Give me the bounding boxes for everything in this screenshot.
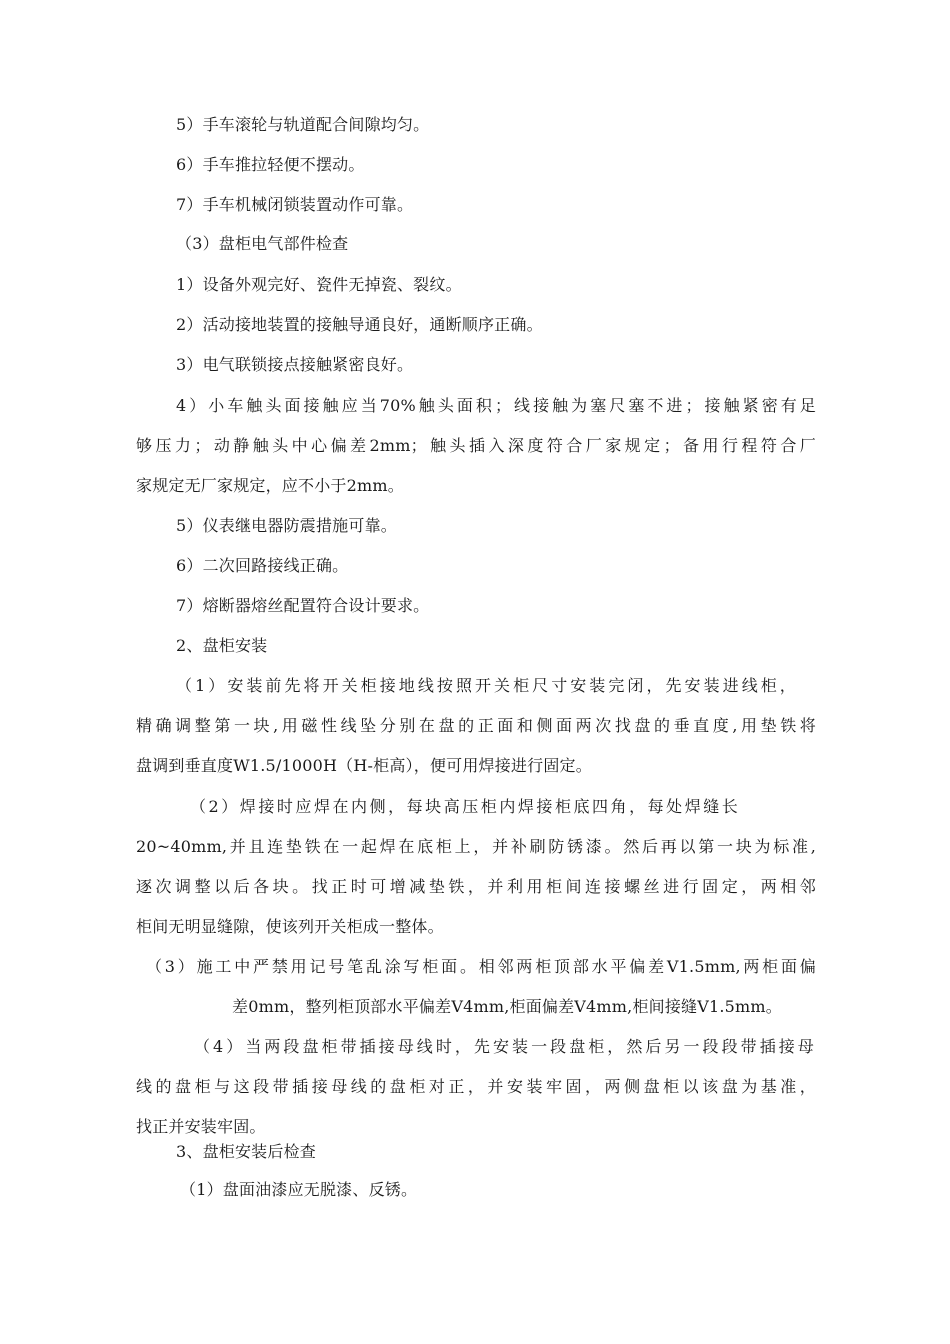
text-line: 找正并安装牢固。: [136, 1117, 266, 1136]
text-line: 5）手车滚轮与轨道配合间隙均匀。: [176, 115, 430, 134]
text-line: 1）设备外观完好、瓷件无掉瓷、裂纹。: [176, 275, 462, 294]
text-line: 7）熔断器熔丝配置符合设计要求。: [176, 596, 430, 615]
text-line: 7）手车机械闭锁装置动作可靠。: [176, 195, 414, 214]
text-line: 线的盘柜与这段带插接母线的盘柜对正，并安装牢固，两侧盘柜以该盘为基准，: [136, 1077, 816, 1096]
text-line: 4）小车触头面接触应当70%触头面积；线接触为塞尺塞不进；接触紧密有足: [176, 396, 816, 415]
text-line: 精确调整第一块,用磁性线坠分别在盘的正面和侧面两次找盘的垂直度,用垫铁将: [136, 716, 816, 735]
text-line: （3）施工中严禁用记号笔乱涂写柜面。相邻两柜顶部水平偏差V1.5mm,两柜面偏: [146, 957, 816, 976]
text-line: （4）当两段盘柜带插接母线时，先安装一段盘柜，然后另一段段带插接母: [194, 1037, 814, 1056]
text-line: 6）手车推拉轻便不摆动。: [176, 155, 365, 174]
text-line: 家规定无厂家规定，应不小于2mm。: [136, 476, 404, 495]
text-line: 逐次调整以后各块。找正时可增减垫铁，并利用柜间连接螺丝进行固定，两相邻: [136, 877, 816, 896]
text-line: 盘调到垂直度W1.5/1000H（H-柜高），便可用焊接进行固定。: [136, 756, 592, 775]
text-line: （1）盘面油漆应无脱漆、反锈。: [180, 1180, 418, 1199]
text-line: 20~40mm,并且连垫铁在一起焊在底柜上，并补刷防锈漆。然后再以第一块为标准,: [136, 837, 816, 856]
text-line: 2）活动接地装置的接触导通良好，通断顺序正确。: [176, 315, 543, 334]
section-heading: 3、盘柜安装后检查: [176, 1142, 316, 1161]
section-heading: 2、盘柜安装: [176, 636, 268, 655]
text-line: 3）电气联锁接点接触紧密良好。: [176, 355, 414, 374]
text-line: 5）仪表继电器防震措施可靠。: [176, 516, 397, 535]
text-line: 6）二次回路接线正确。: [176, 556, 349, 575]
text-line: 柜间无明显缝隙，使该列开关柜成一整体。: [136, 917, 444, 936]
text-line: （1）安装前先将开关柜接地线按照开关柜尺寸安装完闭，先安装进线柜，: [176, 676, 796, 695]
text-line: 差0mm，整列柜顶部水平偏差V4mm,柜面偏差V4mm,柜间接缝V1.5mm。: [232, 997, 782, 1016]
text-line: 够压力；动静触头中心偏差2mm；触头插入深度符合厂家规定；备用行程符合厂: [136, 436, 816, 455]
section-heading: （3）盘柜电气部件检查: [176, 234, 349, 253]
text-line: （2）焊接时应焊在内侧，每块高压柜内焊接柜底四角，每处焊缝长: [190, 797, 738, 816]
